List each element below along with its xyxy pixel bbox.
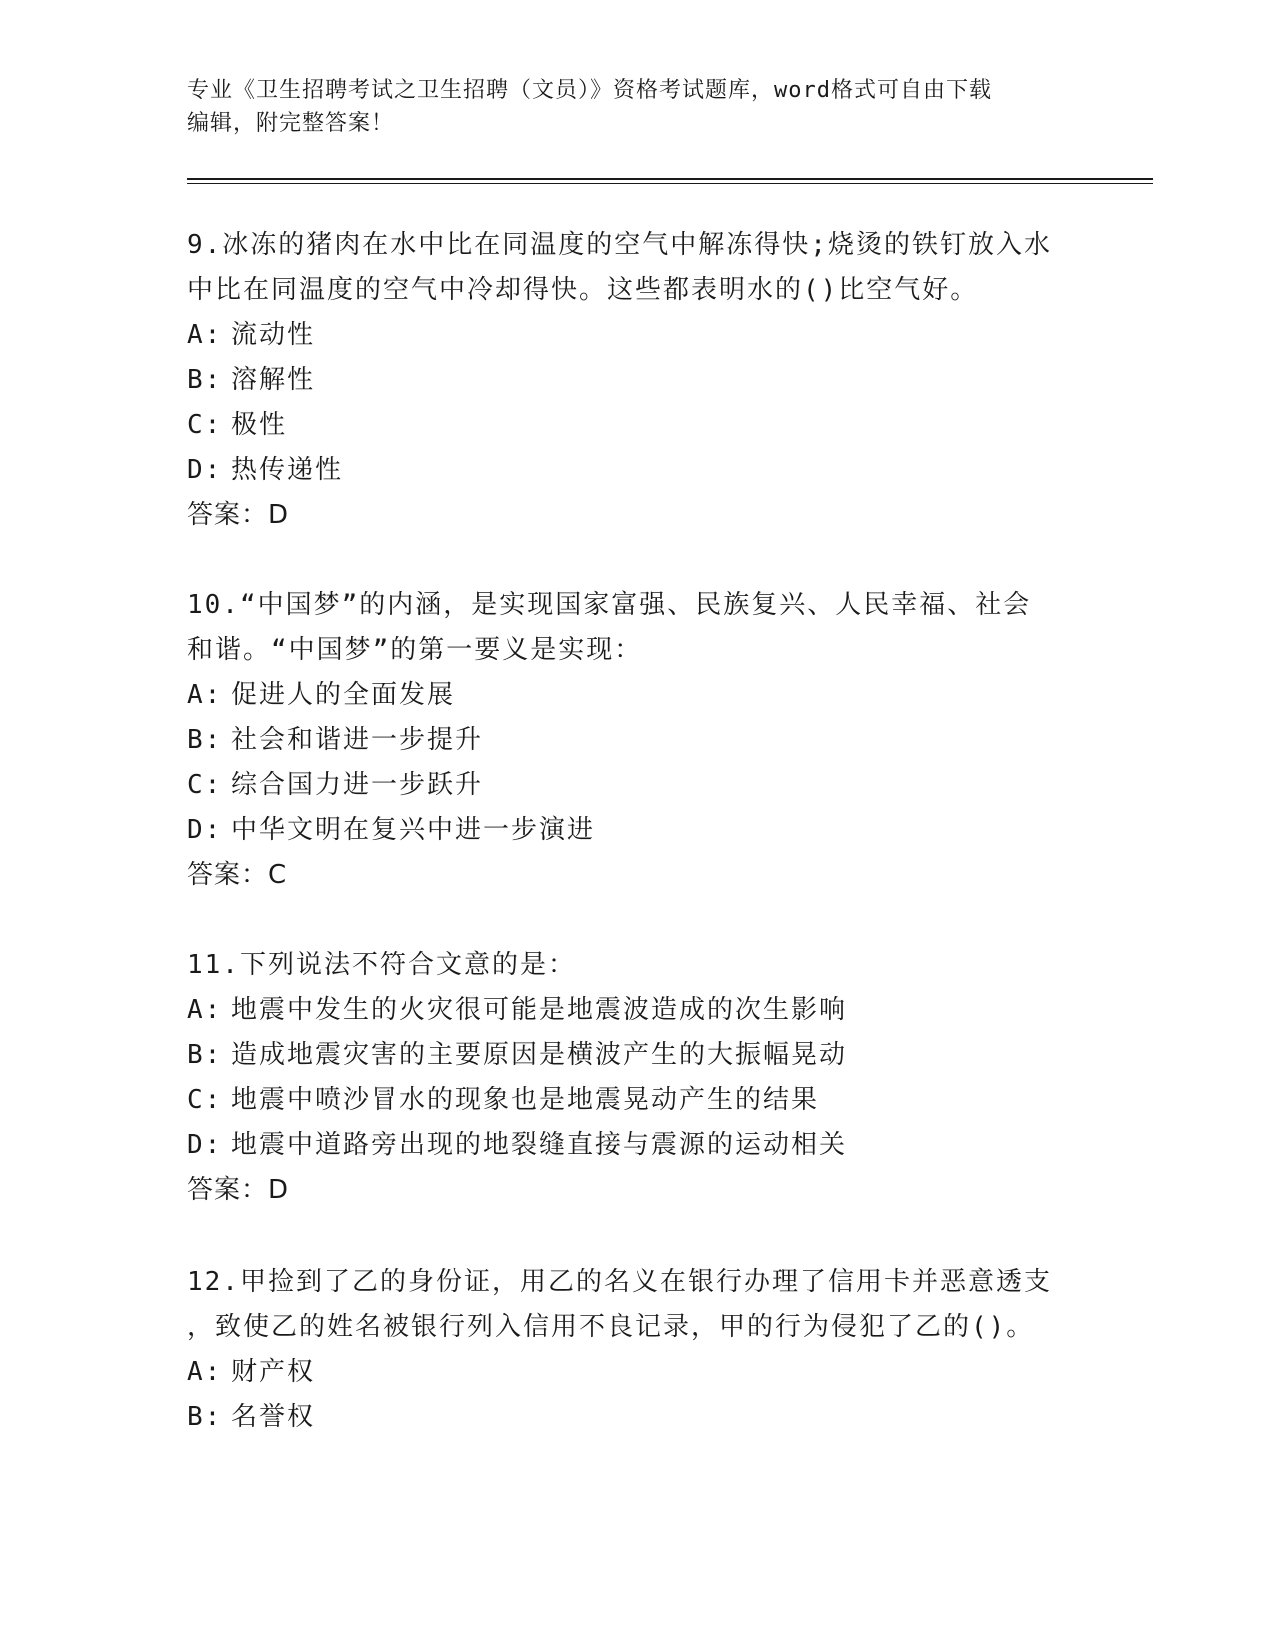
option-b	[187, 358, 1087, 403]
question-line: 12.甲捡到了乙的身份证，用乙的名义在银行办理了信用卡并恶意透支	[187, 1267, 1052, 1297]
header-divider-thick	[187, 178, 1153, 180]
option-letter: C:	[187, 770, 223, 800]
option-text: 名誉权	[231, 1402, 316, 1432]
option-letter: B:	[187, 1040, 223, 1070]
option-c	[187, 763, 1087, 808]
question-line: 11.下列说法不符合文意的是：	[187, 950, 576, 980]
option-text: 热传递性	[231, 455, 344, 485]
option-text: 溶解性	[231, 365, 316, 395]
question-line: 9.冰冻的猪肉在水中比在同温度的空气中解冻得快;烧烫的铁钉放入水	[187, 230, 1052, 260]
header-line-2: 编辑，附完整答案！	[187, 111, 395, 136]
option-text: 造成地震灾害的主要原因是横波产生的大振幅晃动	[231, 1040, 848, 1070]
question-line: ，致使乙的姓名被银行列入信用不良记录，甲的行为侵犯了乙的()。	[187, 1312, 1035, 1342]
option-letter: C:	[187, 1085, 223, 1115]
option-text: 社会和谐进一步提升	[231, 725, 484, 755]
option-a	[187, 313, 1087, 358]
option-letter: D:	[187, 815, 223, 845]
option-c	[187, 1078, 1087, 1123]
option-letter: D:	[187, 1130, 223, 1160]
option-text: 地震中喷沙冒水的现象也是地震晃动产生的结果	[231, 1085, 820, 1115]
option-letter: B:	[187, 1402, 223, 1432]
option-a	[187, 673, 1087, 718]
question-9	[187, 223, 1087, 538]
option-letter: B:	[187, 365, 223, 395]
option-a	[187, 988, 1087, 1033]
option-text: 综合国力进一步跃升	[231, 770, 484, 800]
option-d	[187, 808, 1087, 853]
option-text: 促进人的全面发展	[231, 680, 456, 710]
option-c	[187, 403, 1087, 448]
option-letter: C:	[187, 410, 223, 440]
question-text	[187, 223, 1087, 313]
option-letter: A:	[187, 995, 223, 1025]
option-b	[187, 1395, 1087, 1440]
option-text: 财产权	[231, 1357, 316, 1387]
question-11	[187, 943, 1087, 1213]
question-12	[187, 1260, 1087, 1440]
question-line: 中比在同温度的空气中冷却得快。这些都表明水的()比空气好。	[187, 275, 979, 305]
question-10	[187, 583, 1087, 898]
question-line: 和谐。“中国梦”的第一要义是实现：	[187, 635, 643, 665]
answer-line: 答案：C	[187, 860, 288, 890]
option-letter: A:	[187, 1357, 223, 1387]
header-divider-thin	[187, 183, 1153, 184]
question-text	[187, 583, 1087, 673]
option-text: 流动性	[231, 320, 316, 350]
answer-line: 答案：D	[187, 500, 290, 530]
option-text: 地震中道路旁出现的地裂缝直接与震源的运动相关	[231, 1130, 848, 1160]
document-header	[187, 74, 1087, 140]
option-letter: A:	[187, 320, 223, 350]
option-b	[187, 1033, 1087, 1078]
header-line-1: 专业《卫生招聘考试之卫生招聘（文员）》资格考试题库，word格式可自由下载	[187, 78, 992, 103]
option-b	[187, 718, 1087, 763]
option-letter: D:	[187, 455, 223, 485]
option-text: 地震中发生的火灾很可能是地震波造成的次生影响	[231, 995, 848, 1025]
option-letter: A:	[187, 680, 223, 710]
option-text: 中华文明在复兴中进一步演进	[231, 815, 596, 845]
question-text	[187, 1260, 1087, 1350]
question-text	[187, 943, 1087, 988]
question-line: 10.“中国梦”的内涵，是实现国家富强、民族复兴、人民幸福、社会	[187, 590, 1032, 620]
option-text: 极性	[231, 410, 288, 440]
answer-line: 答案：D	[187, 1175, 290, 1205]
option-d	[187, 448, 1087, 493]
option-d	[187, 1123, 1087, 1168]
option-letter: B:	[187, 725, 223, 755]
option-a	[187, 1350, 1087, 1395]
